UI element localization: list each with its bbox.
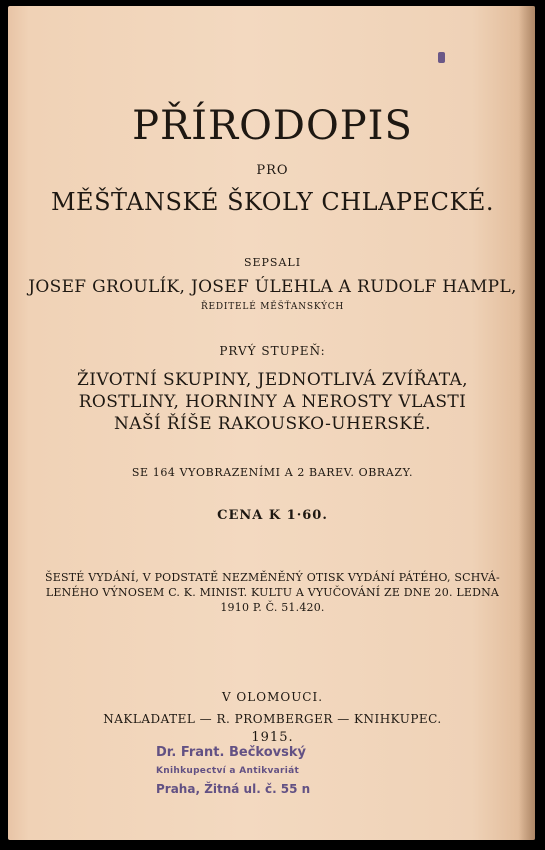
book-title-pro: PRO bbox=[256, 163, 289, 178]
contents-line: NAŠÍ ŘÍŠE RAKOUSKO-UHERSKÉ. bbox=[114, 414, 431, 434]
stamp-role: Knihkupectví a Antikvariát bbox=[156, 766, 300, 776]
book-subtitle: MĚŠŤANSKÉ ŠKOLY CHLAPECKÉ. bbox=[50, 188, 495, 216]
stamp-name: Dr. Frant. Bečkovský bbox=[156, 745, 306, 760]
author-roles: ŘEDITELÉ MĚŠŤANSKÝCH bbox=[200, 302, 345, 312]
edition-line: 1910 P. Č. 51.420. bbox=[220, 601, 325, 614]
authors: JOSEF GROULÍK, JOSEF ÚLEHLA A RUDOLF HAMPL, bbox=[28, 277, 517, 297]
contents-line: ROSTLINY, HORNINY A NEROSTY VLASTI bbox=[78, 392, 467, 412]
contents-line: ŽIVOTNÍ SKUPINY, JEDNOTLIVÁ ZVÍŘATA, bbox=[77, 370, 468, 390]
publisher: NAKLADATEL — R. PROMBERGER — KNIHKUPEC. bbox=[103, 712, 442, 726]
book-title: PŘÍRODOPIS bbox=[132, 103, 413, 149]
ink-mark bbox=[438, 52, 445, 63]
stage-label: PRVÝ STUPEŇ: bbox=[219, 344, 326, 358]
publication-year: 1915. bbox=[251, 730, 294, 745]
price: CENA K 1·60. bbox=[217, 508, 328, 523]
edition-line: ŠESTÉ VYDÁNÍ, V PODSTATĚ NEZMĚNĚNÝ OTISK VYDÁNÍ PÁTÉHO, SCHVÁ- bbox=[45, 571, 500, 584]
bookseller-stamp bbox=[156, 744, 311, 798]
illustrations-note: SE 164 VYOBRAZENÍMI A 2 BAREV. OBRAZY. bbox=[131, 466, 414, 479]
stamp-address: Praha, Žitná ul. č. 55 n bbox=[156, 782, 311, 796]
authors-label: SEPSALI bbox=[243, 256, 302, 269]
publication-city: V OLOMOUCI. bbox=[221, 690, 324, 704]
edition-line: LENÉHO VÝNOSEM C. K. MINIST. KULTU A VYUČOVÁNÍ ZE DNE 20. LEDNA bbox=[45, 586, 500, 599]
